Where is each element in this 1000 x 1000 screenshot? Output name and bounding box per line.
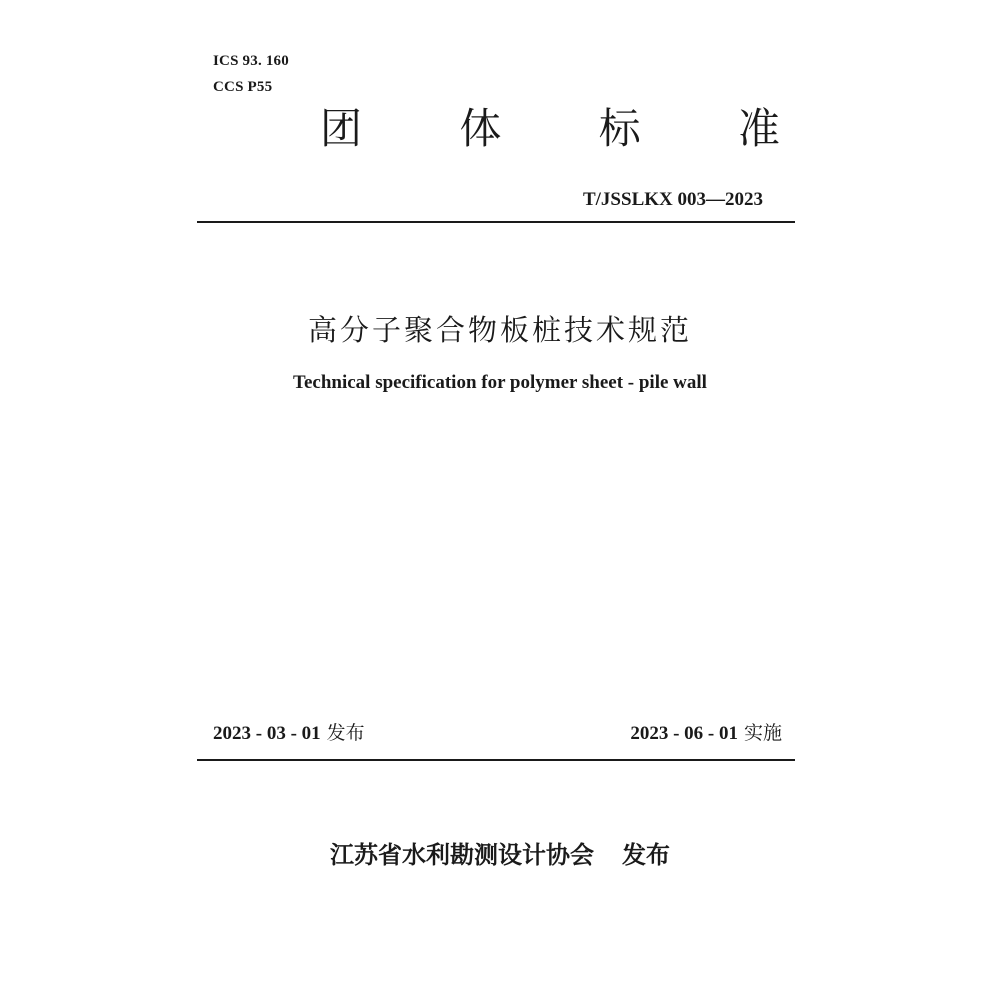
publisher-organization: 江苏省水利勘测设计协会 — [330, 840, 594, 869]
issue-date-block — [213, 720, 365, 747]
issue-date: 2023 - 03 - 01 — [213, 723, 321, 744]
standard-category-title: 团 体 标 准 — [320, 104, 823, 153]
bottom-divider — [197, 759, 795, 761]
standard-number: T/JSSLKX 003—2023 — [582, 189, 763, 210]
chinese-title: 高分子聚合物板桩技术规范 — [307, 313, 692, 347]
top-divider — [197, 221, 795, 223]
implementation-date-block — [630, 720, 782, 747]
implementation-date: 2023 - 06 - 01 — [630, 723, 738, 744]
publisher-line — [0, 838, 1000, 872]
ics-code: ICS 93. 160 — [213, 53, 289, 69]
english-title: Technical specification for polymer sheet - pile wall — [293, 372, 707, 393]
implementation-label: 实施 — [743, 722, 782, 744]
ccs-code: CCS P55 — [213, 79, 273, 95]
publisher-label: 发布 — [622, 840, 670, 869]
issue-label: 发布 — [326, 722, 365, 744]
